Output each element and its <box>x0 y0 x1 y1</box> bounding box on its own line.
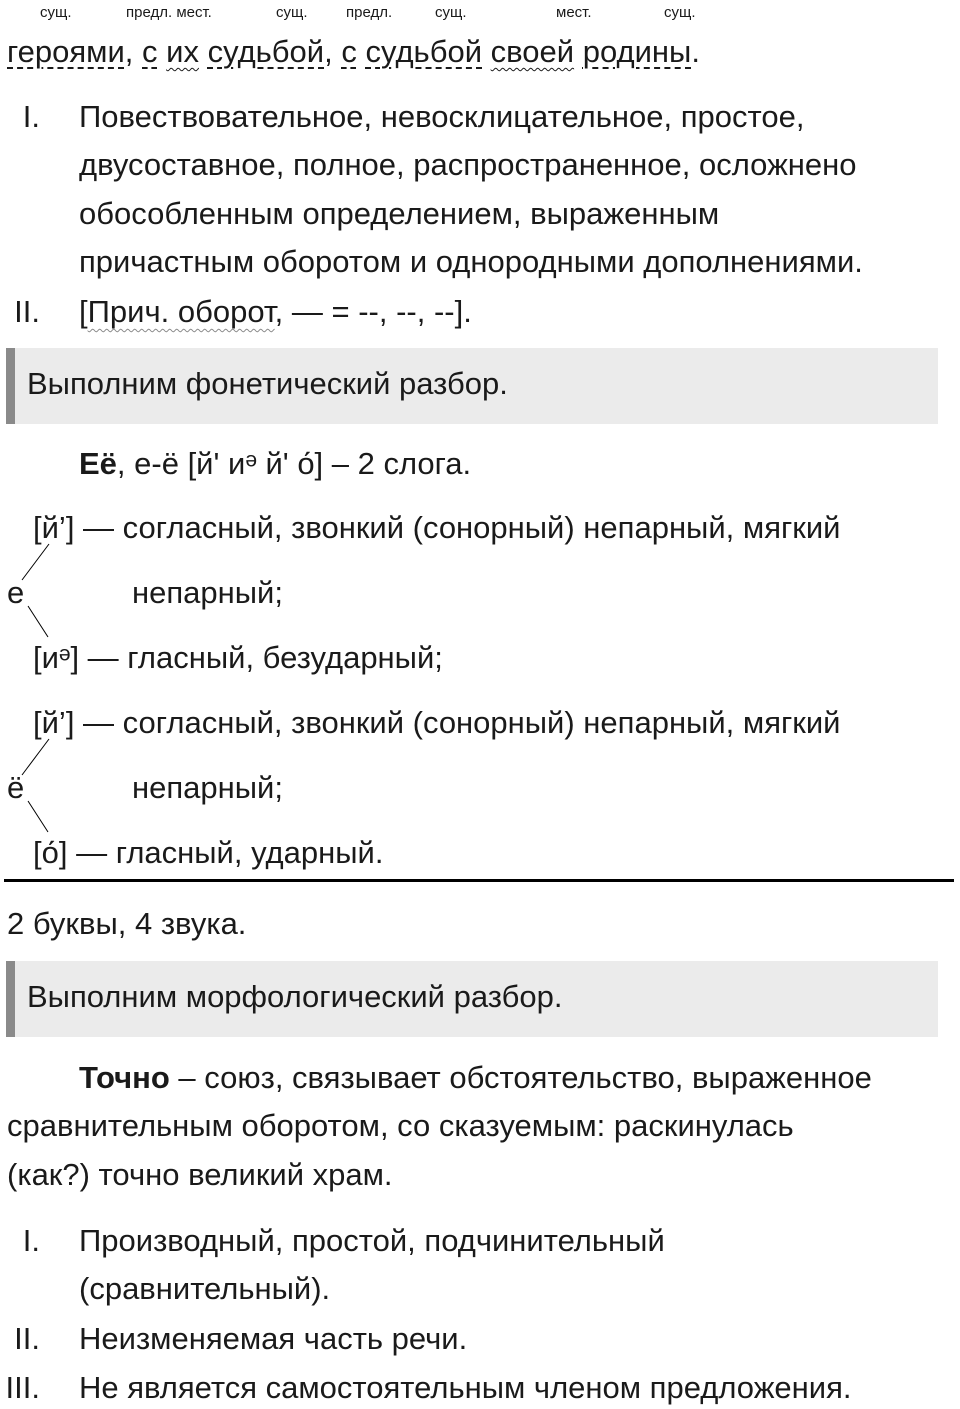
scheme-participle: Прич. оборот <box>87 294 275 329</box>
period: . <box>691 34 700 69</box>
pos-label: сущ. <box>664 4 696 21</box>
letter-yo: ё <box>7 770 25 805</box>
branch-line <box>22 739 49 775</box>
word: с <box>341 34 357 69</box>
pos-label: мест. <box>556 4 592 21</box>
pos-label: сущ. <box>40 4 72 21</box>
pos-label: предл. <box>346 4 393 21</box>
transcription: , е-ё [й' иᵊ й' о́] – 2 слога. <box>116 446 472 481</box>
bracket: [ <box>79 294 88 329</box>
list-item-line: Неизменяемая часть речи. <box>79 1321 468 1356</box>
word: героями <box>7 34 125 69</box>
list-number: I. <box>22 1223 40 1258</box>
branch-line <box>22 544 49 580</box>
list-number: II. <box>14 294 40 329</box>
pos-label: предл. мест. <box>126 4 212 21</box>
banner-text: Выполним морфологический разбор. <box>27 979 563 1014</box>
pos-label: сущ. <box>276 4 308 21</box>
section-banner-morphology <box>6 961 938 1037</box>
scheme-rest: , — = --, --, --]. <box>274 294 472 329</box>
intro-line: – союз, связывает обстоятельство, выраженное <box>169 1060 872 1095</box>
phonetic-summary: 2 буквы, 4 звука. <box>7 906 247 941</box>
word: родины <box>582 34 692 69</box>
morphology-intro <box>79 1060 872 1096</box>
word: с <box>142 34 158 69</box>
list-item-line: (сравнительный). <box>79 1271 331 1306</box>
sound-line: [о́] — гласный, ударный. <box>33 835 384 870</box>
word-bold: Её <box>79 446 117 481</box>
comma: , <box>124 34 134 69</box>
branch-line <box>28 606 48 637</box>
list-number: I. <box>22 99 40 134</box>
list-number: III. <box>5 1370 40 1405</box>
list-item-line: Производный, простой, подчинительный <box>79 1223 665 1258</box>
word-bold: Точно <box>79 1060 170 1095</box>
sound-line: непарный; <box>132 575 283 610</box>
list-item-line: обособленным определением, выраженным <box>79 196 720 231</box>
intro-line: сравнительным оборотом, со сказуемым: раскинулась <box>7 1108 794 1143</box>
intro-line: (как?) точно великий храм. <box>7 1157 393 1192</box>
word: их <box>166 34 199 69</box>
sound-line: [й’] — согласный, звонкий (сонорный) непарный, мягкий <box>33 705 841 740</box>
pos-label: сущ. <box>435 4 467 21</box>
word: своей <box>490 34 575 69</box>
word: судьбой <box>207 34 325 69</box>
branch-line <box>28 801 48 832</box>
sound-line: [иᵊ] — гласный, безударный; <box>33 640 443 675</box>
list-item-line: двусоставное, полное, распространенное, осложнено <box>79 147 857 182</box>
list-item-line: Не является самостоятельным членом предложения. <box>79 1370 852 1405</box>
divider-rule <box>4 879 954 882</box>
list-item-line: Повествовательное, невосклицательное, простое, <box>79 99 805 134</box>
letter-e: е <box>7 575 25 610</box>
word: судьбой <box>365 34 483 69</box>
list-number: II. <box>14 1321 40 1356</box>
sound-line: [й’] — согласный, звонкий (сонорный) непарный, мягкий <box>33 510 841 545</box>
sound-line: непарный; <box>132 770 283 805</box>
list-item-line: причастным оборотом и однородными дополнениями. <box>79 244 863 279</box>
banner-text: Выполним фонетический разбор. <box>27 366 508 401</box>
comma: , <box>324 34 333 69</box>
